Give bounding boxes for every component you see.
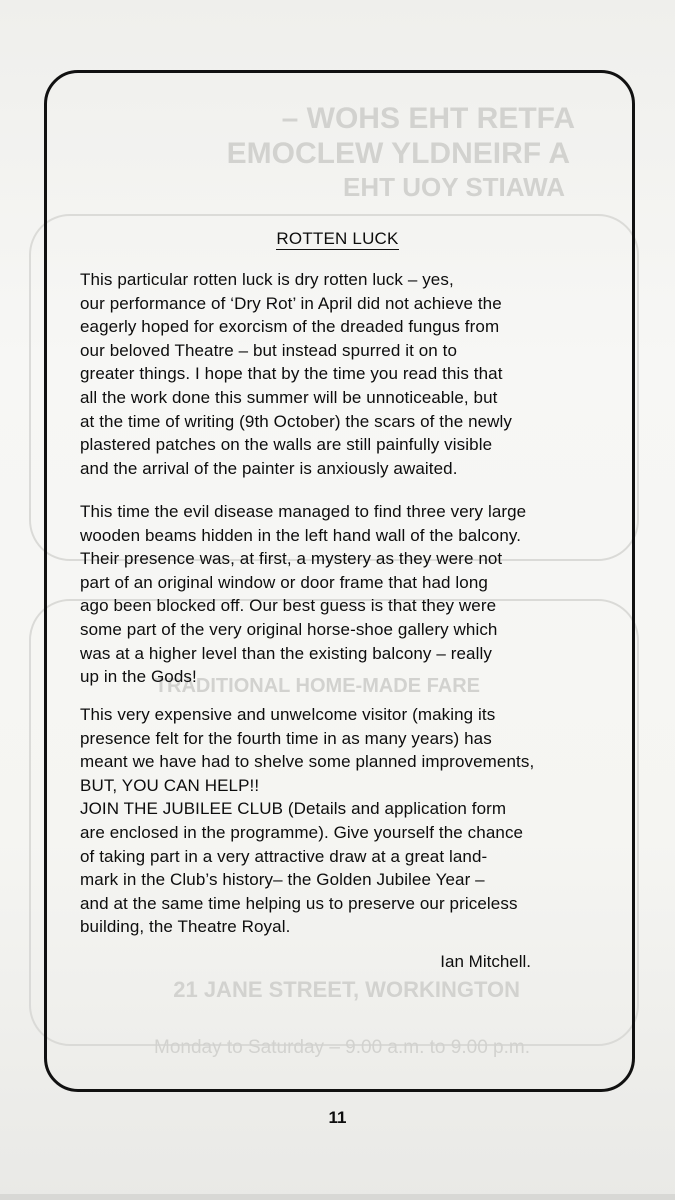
text-line: This particular rotten luck is dry rotten luck – yes,	[80, 270, 454, 289]
show-through-line-1: – WOHS EHT RETFA	[281, 102, 575, 135]
text-line: up in the Gods!	[80, 667, 197, 687]
text-line: eagerly hoped for exorcism of the dreaded fungus from	[80, 317, 500, 337]
show-through-line-3: EHT UOY STIAWA	[343, 172, 565, 202]
text-line: building, the Theatre Royal.	[80, 917, 291, 937]
show-through-line-6: Monday to Saturday – 9.00 a.m. to 9.00 p.m.	[154, 1037, 530, 1058]
paragraph-1	[80, 268, 615, 480]
text-line: and at the same time helping us to preserve our priceless	[80, 893, 518, 913]
text-line: part of an original window or door frame that had long	[80, 572, 488, 592]
text-line: of taking part in a very attractive draw at a great land-	[80, 846, 488, 866]
text-line: BUT, YOU CAN HELP!!	[80, 775, 260, 795]
text-line: plastered patches on the walls are still painfully visible	[80, 435, 493, 455]
text-line: all the work done this summer will be unnoticeable, but	[80, 387, 498, 407]
text-line: JOIN THE JUBILEE CLUB (Details and application form	[80, 799, 507, 819]
show-through-line-4: TRADITIONAL HOME-MADE FARE	[154, 675, 480, 697]
text-line: was at a higher level than the existing balcony – really	[80, 643, 492, 663]
text-line: presence felt for the fourth time in as many years) has	[80, 728, 492, 748]
text-line: are enclosed in the programme). Give yourself the chance	[80, 822, 524, 842]
show-through-line-5: 21 JANE STREET, WORKINGTON	[173, 977, 520, 1002]
text-line: ago been blocked off. Our best guess is that they were	[80, 596, 497, 616]
article-title	[0, 229, 675, 249]
text-line: wooden beams hidden in the left hand wall of the balcony.	[80, 525, 522, 545]
text-line: This very expensive and unwelcome visitor (making its	[80, 705, 496, 724]
text-line: and the arrival of the painter is anxiously awaited.	[80, 458, 458, 478]
text-line: mark in the Club’s history– the Golden Jubilee Year –	[80, 870, 485, 890]
article-title-text: ROTTEN LUCK	[276, 229, 399, 248]
page-number: 11	[328, 1108, 347, 1127]
paragraph-3	[80, 703, 615, 939]
text-line: meant we have had to shelve some planned improvements,	[80, 752, 535, 772]
text-line: greater things. I hope that by the time you read this that	[80, 364, 503, 384]
show-through-line-2: EMOCLEW YLDNEIRF A	[226, 137, 570, 170]
text-line: some part of the very original horse-shoe gallery which	[80, 619, 498, 639]
text-line: at the time of writing (9th October) the scars of the newly	[80, 411, 513, 431]
text-line: our performance of ‘Dry Rot’ in April did not achieve the	[80, 293, 502, 313]
text-line: Their presence was, at first, a mystery as they were not	[80, 549, 503, 569]
text-line: our beloved Theatre – but instead spurred it on to	[80, 340, 458, 360]
text-line: This time the evil disease managed to find three very large	[80, 502, 527, 521]
author-signature: Ian Mitchell.	[440, 952, 531, 971]
paragraph-2	[80, 500, 615, 689]
scan-bottom-edge	[0, 1194, 675, 1200]
